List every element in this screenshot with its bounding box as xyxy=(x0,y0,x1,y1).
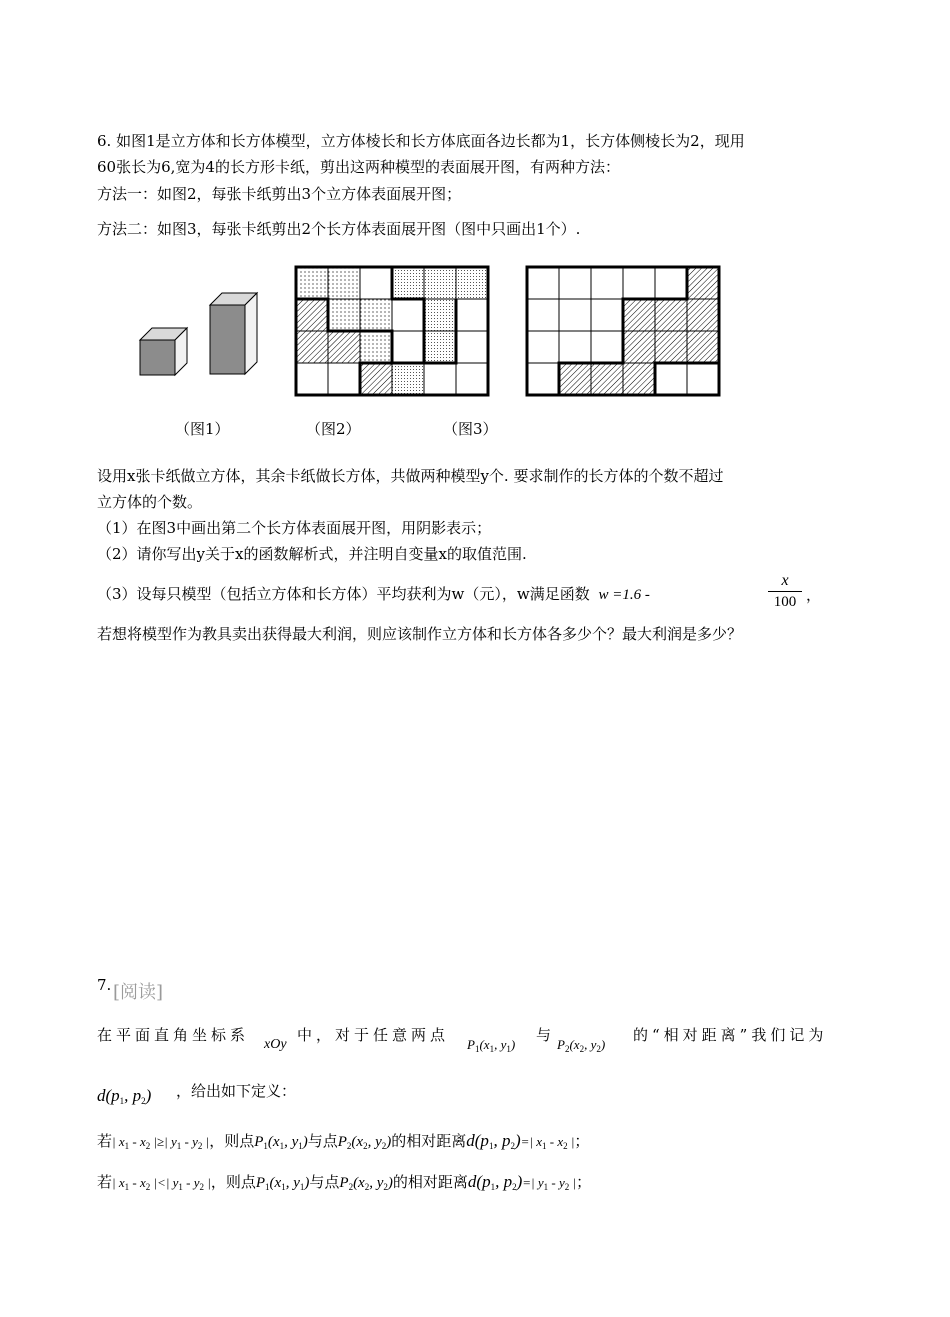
q6-line1: 6. 如图1是立方体和长方体模型，立方体棱长和长方体底面各边长都为1，长方体侧棱长为2，现用 xyxy=(97,132,745,150)
rule1-end: ； xyxy=(574,1132,590,1150)
figure1-models xyxy=(130,285,270,385)
rule1-if: 若 xyxy=(97,1132,113,1150)
q6-setup1: 设用x张卡纸做立方体，其余卡纸做长方体，共做两种模型y个. 要求制作的长方体的个数不超过 xyxy=(97,467,724,485)
caption-figure1: （图1） xyxy=(175,420,230,438)
q7-def-tail: ，给出如下定义： xyxy=(176,1082,297,1100)
figure3-cuboid-net xyxy=(527,267,719,395)
q6-part3-text: （3）设每只模型（包括立方体和长方体）平均获利为w（元），w满足函数 xyxy=(97,585,590,603)
q7-xoy: xOy xyxy=(264,1037,287,1052)
formula-lhs: w =1.6 - xyxy=(598,587,650,603)
q6-setup2: 立方体的个数。 xyxy=(97,493,203,511)
formula-numerator: x xyxy=(781,572,789,589)
q7-intro-d: 的“相对距离”我们记为 xyxy=(633,1026,828,1044)
q7-d-notation: $d(p_1$, $p_2$) xyxy=(97,1086,152,1106)
q6-line2: 60张长为6,宽为4的长方形卡纸，剪出这两种模型的表面展开图，有两种方法： xyxy=(97,158,620,176)
q6-part3b: 若想将模型作为教具卖出获得最大利润，则应该制作立方体和长方体各多少个？最大利润是多少？ xyxy=(97,625,743,643)
rule1-then: ，则点 xyxy=(209,1132,255,1150)
rule1-and: 与点 xyxy=(307,1132,338,1150)
rule1-dist: 的相对距离 xyxy=(391,1132,467,1150)
q7-number: 7. xyxy=(97,976,112,994)
q6-method1: 方法一：如图2，每张卡纸剪出3个立方体表面展开图； xyxy=(97,185,462,203)
q6-method2: 方法二：如图3，每张卡纸剪出2个长方体表面展开图（图中只画出1个）. xyxy=(97,220,581,238)
q7-intro-a: 在平面直角坐标系 xyxy=(97,1026,250,1044)
q7-rule1: 若| $x_1 - x_2$ |≥| $y_1 - y_2$ |，则点$P_1(x_1$, $y_1$)与点$P_2(x_2$, $y_2$)的相对距离$d(p_1$, $p_2)=|$ $x_1 - x_2$ |； xyxy=(97,1131,590,1151)
formula-fraction xyxy=(768,572,802,611)
figure2-cube-nets xyxy=(296,267,488,395)
rule2-end: ； xyxy=(576,1173,592,1191)
rule2-if: 若 xyxy=(97,1173,113,1191)
q6-part2: （2）请你写出y关于x的函数解析式，并注明自变量x的取值范围. xyxy=(97,545,527,563)
q7-intro-b: 中，对于任意两点 xyxy=(297,1026,450,1044)
q7-intro-c: 与 xyxy=(536,1026,552,1044)
formula-end: ， xyxy=(806,586,822,604)
q6-part3 xyxy=(97,584,650,605)
q7-rule2: 若| $x_1 - x_2$ |<| $y_1 - y_2$ |，则点$P_1(x_1$, $y_1$)与点$P_2(x_2$, $y_2$)的相对距离$d(p_1$, $p_2)=|$ $y_1 - y_2$ |； xyxy=(97,1172,592,1192)
formula-denominator: 100 xyxy=(773,594,797,610)
rule2-then: ，则点 xyxy=(210,1173,256,1191)
caption-figure3: （图3） xyxy=(443,420,498,438)
q7-point-p2: $P_2(x_2$, $y_2$) xyxy=(557,1037,606,1054)
q7-tag: [阅读] xyxy=(113,982,164,1003)
q7-point-p1: $P_1(x_1$, $y_1$) xyxy=(467,1037,516,1054)
caption-figure2: （图2） xyxy=(306,420,361,438)
q6-part1: （1）在图3中画出第二个长方体表面展开图，用阴影表示； xyxy=(97,519,492,537)
rule2-dist: 的相对距离 xyxy=(392,1173,468,1191)
rule2-and: 与点 xyxy=(309,1173,340,1191)
